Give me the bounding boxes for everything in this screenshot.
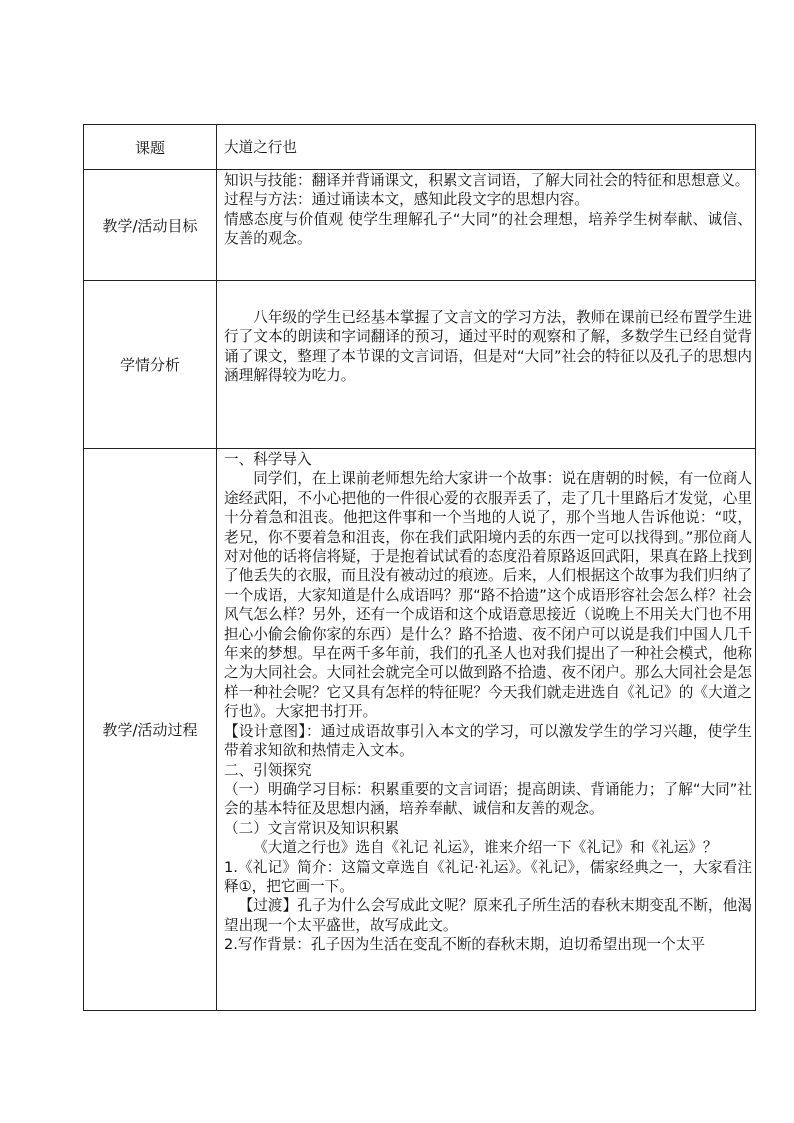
transition: 【过渡】孔子为什么会写成此文呢？原来孔子所生活的春秋末期变乱不断，他渴望出现一个太平盛世，故写成此文。 <box>224 897 752 934</box>
title-row <box>84 125 756 170</box>
goals-row <box>84 170 756 281</box>
lesson-title: 大道之行也 <box>217 125 756 170</box>
title-label: 课题 <box>84 125 217 170</box>
intro-paragraph: 同学们，在上课前老师想先给大家讲一个故事：说在唐朝的时候，有一位商人途经武阳，不小心把他的一件很心爱的衣服弄丢了，走了几十里路后才发觉，心里十分着急和沮丧。他把这件事和一个当地的人说了，那个当地人告诉他说：“哎，老兄，你不要着急和沮丧，你在我们武阳境内丢的东西一定可以找得到。”那位商人对对他的话将信将疑，于是抱着试试看的态度沿着原路返回武阳，果真在路上找到了他丢失的衣服，而且没有被动过的痕迹。后来，人们根据这个故事为我们归纳了一个成语，大家知道是什么成语吗？那“路不拾遗”这个成语形容社会怎么样？社会风气怎么样？另外，还有一个成语和这个成语意思接近（说晚上不用关大门也不用担心小偷会偷你家的东西）是什么？路不拾遗、夜不闭户可以说是我们中国人几千年来的梦想。早在两千多年前，我们的孔圣人也对我们提出了一种社会模式，他称之为大同社会。大同社会就完全可以做到路不拾遗、夜不闭户。那么大同社会是怎样一种社会呢？它又具有怎样的特征呢？今天我们就走进选自《礼记》的《大道之行也》。大家把书打开。 <box>224 470 752 721</box>
goal-attitude: 情感态度与价值观 使学生理解孔子“大同”的社会理想，培养学生树奉献、诚信、友善的观念。 <box>224 210 752 248</box>
section-heading-intro: 一、科学导入 <box>224 451 312 468</box>
section-heading-explore: 二、引领探究 <box>224 761 312 779</box>
writing-background: 2.写作背景：孔子因为生活在变乱不断的春秋末期，迫切希望出现一个太平 <box>224 936 705 954</box>
analysis-text: 八年级的学生已经基本掌握了文言文的学习方法，教师在课前已经布置学生进行了文本的朗读和字词翻译的预习，通过平时的观察和了解，多数学生已经自觉背诵了课文，整理了本节课的文言词语，但是对“大同”社会的特征以及孔子的思想内涵理解得较为吃力。 <box>224 309 752 385</box>
process-row <box>84 449 756 1011</box>
subsection-knowledge: （二）文言常识及知识积累 <box>224 819 400 837</box>
analysis-row <box>84 281 756 449</box>
goal-knowledge: 知识与技能：翻译并背诵课文，积累文言词语，了解大同社会的特征和思想意义。 <box>224 172 750 189</box>
learning-objective: （一）明确学习目标：积累重要的文言词语；提高朗读、背诵能力；了解“大同”社会的基本特征及思想内涵，培养奉献、诚信和友善的观念。 <box>224 780 752 818</box>
design-intent: 【设计意图】：通过成语故事引入本文的学习，可以激发学生的学习兴趣，使学生带着求知欲和热情走入文本。 <box>224 722 752 760</box>
goals-content <box>217 170 756 281</box>
analysis-label: 学情分析 <box>84 281 217 449</box>
goal-process: 过程与方法：通过诵读本文，感知此段文字的思想内容。 <box>224 191 589 209</box>
analysis-content <box>217 281 756 449</box>
lesson-plan-table <box>83 124 756 1011</box>
source-question: 《大道之行也》选自《礼记 礼运》，谁来介绍一下《礼记》和《礼运》？ <box>253 839 718 857</box>
process-content <box>217 449 756 1011</box>
process-label: 教学/活动过程 <box>84 449 217 1011</box>
goals-label: 教学/活动目标 <box>84 170 217 281</box>
liji-intro: 1.《礼记》简介：这篇文章选自《礼记·礼运》。《礼记》，儒家经典之一，大家看注释①，把它画一下。 <box>224 858 752 895</box>
